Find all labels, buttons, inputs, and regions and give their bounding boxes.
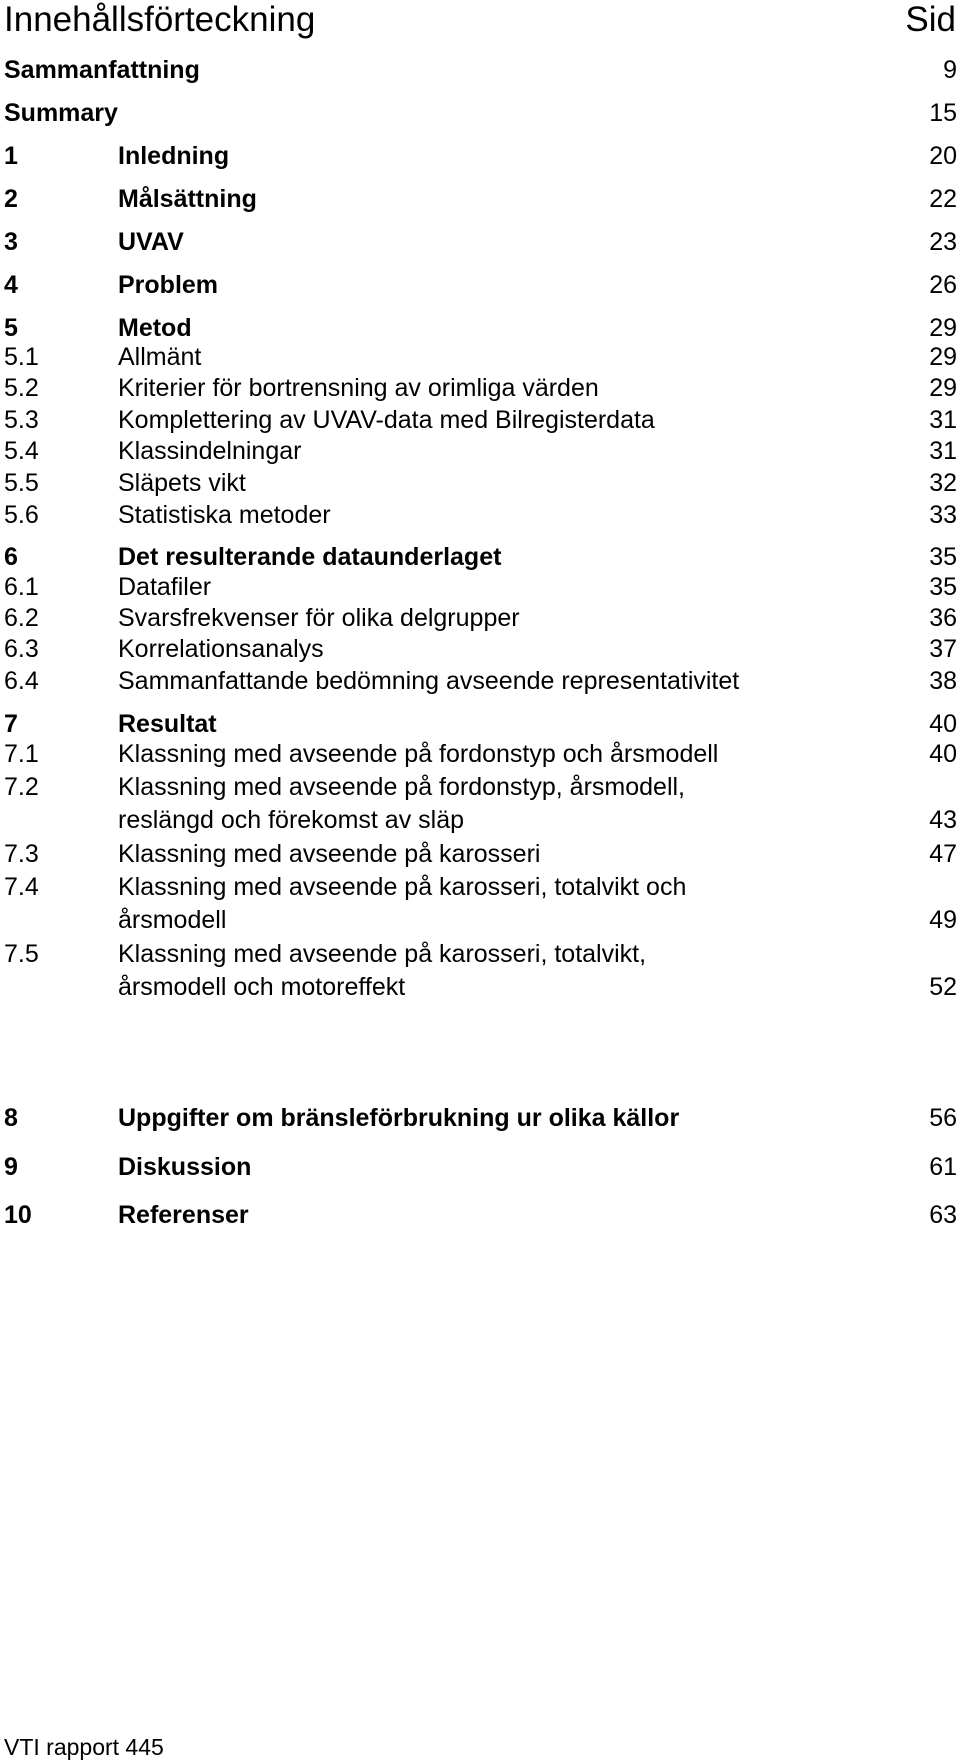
entry-title: Metod bbox=[118, 314, 192, 342]
entry-number: 5.1 bbox=[4, 343, 39, 371]
entry-page: 36 bbox=[929, 604, 957, 632]
entry-title: Diskussion bbox=[118, 1153, 252, 1181]
toc-entry-7-2[interactable] bbox=[0, 771, 960, 837]
page-column-label: Sid bbox=[905, 0, 956, 39]
entry-page: 29 bbox=[929, 314, 957, 342]
entry-page: 61 bbox=[929, 1153, 957, 1181]
entry-number: 8 bbox=[4, 1104, 18, 1132]
entry-number: 4 bbox=[4, 271, 18, 299]
entry-page: 32 bbox=[929, 469, 957, 497]
entry-page: 20 bbox=[929, 142, 957, 170]
entry-page: 63 bbox=[929, 1201, 957, 1229]
entry-title: Referenser bbox=[118, 1201, 249, 1229]
entry-number: 9 bbox=[4, 1153, 18, 1181]
entry-title-line-2: reslängd och förekomst av släp bbox=[118, 806, 465, 834]
entry-title: Kriterier för bortrensning av orimliga värden bbox=[118, 374, 599, 402]
entry-number: 2 bbox=[4, 185, 18, 213]
entry-number: 5.2 bbox=[4, 374, 39, 402]
entry-title: Allmänt bbox=[118, 343, 202, 371]
entry-number: 7.1 bbox=[4, 740, 39, 768]
entry-page: 26 bbox=[929, 271, 957, 299]
entry-page: 40 bbox=[929, 710, 957, 738]
entry-number: 7.4 bbox=[4, 873, 39, 901]
entry-title: UVAV bbox=[118, 228, 184, 256]
entry-title: Komplettering av UVAV-data med Bilregisterdata bbox=[118, 406, 655, 434]
entry-number: 7 bbox=[4, 710, 18, 738]
entry-page: 56 bbox=[929, 1104, 957, 1132]
entry-title: Datafiler bbox=[118, 573, 212, 601]
page-title: Innehållsförteckning bbox=[4, 0, 316, 39]
entry-number: 5.5 bbox=[4, 469, 39, 497]
entry-title: Det resulterande dataunderlaget bbox=[118, 543, 502, 571]
entry-number: 5.4 bbox=[4, 437, 39, 465]
entry-number: 5.3 bbox=[4, 406, 39, 434]
entry-number: 6.1 bbox=[4, 573, 39, 601]
entry-page: 23 bbox=[929, 228, 957, 256]
entry-page: 52 bbox=[929, 973, 957, 1001]
entry-page: 31 bbox=[929, 406, 957, 434]
entry-page: 49 bbox=[929, 906, 957, 934]
entry-title: Sammanfattande bedömning avseende representativitet bbox=[118, 667, 740, 695]
entry-title-line-2: årsmodell bbox=[118, 906, 227, 934]
entry-title-line-1: Klassning med avseende på fordonstyp, årsmodell, bbox=[118, 773, 685, 801]
entry-page: 31 bbox=[929, 437, 957, 465]
entry-title bbox=[118, 771, 685, 837]
entry-title-line-1: Klassning med avseende på karosseri, totalvikt, bbox=[118, 940, 647, 968]
entry-page: 37 bbox=[929, 635, 957, 663]
entry-number: 10 bbox=[4, 1201, 32, 1229]
entry-title: Målsättning bbox=[118, 185, 257, 213]
entry-title: Släpets vikt bbox=[118, 469, 246, 497]
entry-title: Klassning med avseende på fordonstyp och årsmodell bbox=[118, 740, 719, 768]
entry-page: 40 bbox=[929, 740, 957, 768]
entry-number: 7.5 bbox=[4, 940, 39, 968]
entry-page: 35 bbox=[929, 573, 957, 601]
entry-title: Summary bbox=[4, 99, 118, 127]
entry-number: 6 bbox=[4, 543, 18, 571]
entry-title: Klassning med avseende på karosseri bbox=[118, 840, 541, 868]
entry-title-line-1: Klassning med avseende på karosseri, totalvikt och bbox=[118, 873, 687, 901]
entry-title-line-2: årsmodell och motoreffekt bbox=[118, 973, 406, 1001]
entry-number: 7.2 bbox=[4, 773, 39, 801]
entry-number: 6.4 bbox=[4, 667, 39, 695]
entry-page: 38 bbox=[929, 667, 957, 695]
entry-page: 15 bbox=[929, 99, 957, 127]
entry-title: Uppgifter om bränsleförbrukning ur olika källor bbox=[118, 1104, 680, 1132]
entry-title bbox=[118, 938, 646, 1004]
entry-title: Statistiska metoder bbox=[118, 501, 331, 529]
entry-number: 5 bbox=[4, 314, 18, 342]
entry-page: 22 bbox=[929, 185, 957, 213]
entry-number: 1 bbox=[4, 142, 18, 170]
entry-title: Svarsfrekvenser för olika delgrupper bbox=[118, 604, 520, 632]
toc-heading bbox=[4, 0, 960, 40]
entry-title: Sammanfattning bbox=[4, 56, 200, 84]
report-footer: VTI rapport 445 bbox=[4, 1734, 164, 1760]
entry-page: 29 bbox=[929, 343, 957, 371]
entry-title: Inledning bbox=[118, 142, 230, 170]
entry-page: 43 bbox=[929, 806, 957, 834]
entry-number: 5.6 bbox=[4, 501, 39, 529]
entry-title bbox=[118, 871, 686, 937]
entry-title: Klassindelningar bbox=[118, 437, 302, 465]
entry-page: 29 bbox=[929, 374, 957, 402]
entry-title: Problem bbox=[118, 271, 219, 299]
entry-number: 6.3 bbox=[4, 635, 39, 663]
entry-number: 7.3 bbox=[4, 840, 39, 868]
entry-title: Resultat bbox=[118, 710, 217, 738]
entry-page: 33 bbox=[929, 501, 957, 529]
entry-number: 3 bbox=[4, 228, 18, 256]
toc-entry-7-5[interactable] bbox=[0, 938, 960, 1004]
entry-page: 9 bbox=[943, 56, 957, 84]
toc-entry-7-4[interactable] bbox=[0, 871, 960, 937]
entry-page: 35 bbox=[929, 543, 957, 571]
entry-page: 47 bbox=[929, 840, 957, 868]
entry-title: Korrelationsanalys bbox=[118, 635, 324, 663]
entry-number: 6.2 bbox=[4, 604, 39, 632]
